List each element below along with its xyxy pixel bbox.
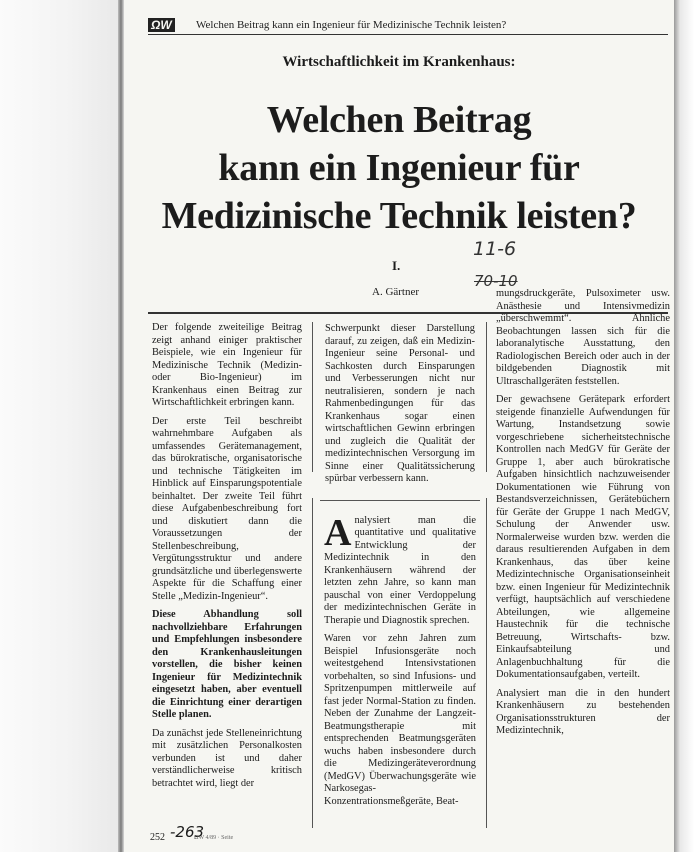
- body-paragraph-5: Analysiert man die in den hundert Krankenhäusern zu bestehenden Organisationsstrukturen der Medizintechnik,: [496, 687, 670, 736]
- article-column-2: [324, 322, 476, 814]
- magazine-logo: ΩW: [148, 18, 175, 32]
- scan-margin-left: [0, 0, 118, 852]
- running-title: Welchen Beitrag kann ein Ingenieur für Medizinische Technik leisten?: [196, 19, 507, 31]
- drop-cap-letter: A: [324, 511, 352, 554]
- intro-paragraph-2: Der erste Teil beschreibt wahrnehmbare Aufgaben als umfassendes Gerätemanagement, das bürokratische, organisatorische und technische Tätigkeiten im Hinblick auf Einsparungspotentiale beinhaltet. Der zweite Teil führt diese Aufgabenbeschreibung fort und diskutiert dann die Voraussetzungen der Stellenbeschreibung, Vergütungsstruktur und andere grundsätzliche und überlegenswerte Aspekte für die Schaffung einer Stelle „Medizin-Ingenieur“.: [152, 415, 302, 602]
- column-divider: [486, 498, 487, 828]
- title-line-3: Medizinische Technik leisten?: [161, 195, 637, 237]
- handwritten-note-1: 11-6: [473, 238, 517, 260]
- intro-paragraph-1: Der folgende zweiteilige Beitrag zeigt anhand einiger praktischer Beispiele, wie ein Ingenieur für Medizinische Technik (Medizin- oder Bio-Ingenieur) im Krankenhaus einen Beitrag zur Wirtschaftlichkeit erbringen kann.: [152, 322, 302, 408]
- scan-margin-right: [674, 0, 694, 852]
- body-paragraph-2: Waren vor zehn Jahren zum Beispiel Infusionsgeräte noch weitestgehend Intensivstationen vorbehalten, so sind Infusions- und Spritzenpumpen mittlerweile auf fast jeder Normal-Station zu finden. Neben der Zunahme der Langzeit-Beatmungstherapie mit entsprechenden Beatmungsgeräten wuchs haben insbesondere durch die Medizingeräteverordnung (MedGV) Überwachungsgeräte wie Narkosegas-Konzentrationsmeßgeräte, Beat-: [324, 633, 476, 807]
- article-part-number: I.: [392, 258, 401, 273]
- title-line-2: kann ein Ingenieur für: [218, 147, 580, 189]
- magazine-page: [124, 0, 674, 852]
- intro-paragraph-4: Da zunächst jede Stelleneinrichtung mit zusätzlichen Personalkosten verbunden ist und daher verständlicherweise kritisch betrachtet wird, liegt der: [152, 727, 302, 789]
- footer-small-print: ΩW 4/89 · Seite: [194, 835, 234, 841]
- column-divider: [486, 322, 487, 472]
- handwritten-page-note: -263: [170, 823, 205, 841]
- article-column-1: [152, 322, 302, 796]
- body-paragraph-3: mungsdruckgeräte, Pulsoximeter usw. Anästhesie und Intensivmedizin „überschwemmt“. Ähnliche Beobachtungen lassen sich für die laboranalytische Ausstattung, den Radiologischen Bereich oder auch in der bildgebenden Diagnostik mit Ultraschallgeräten feststellen.: [496, 288, 670, 387]
- article-author: A. Gärtner: [372, 286, 420, 298]
- article-title: [124, 96, 674, 240]
- running-header: [148, 18, 668, 35]
- body-paragraph-4: Der gewachsene Gerätepark erfordert steigende finanzielle Aufwendungen für Wartung, Instandsetzung sowie vorgeschriebene sicherheitstechnische Kontrollen nach MedGV für Geräte der Gruppe 1, aber auch bürokratische Aufgaben hinsichtlich nachzuweisender Dokumentationen wie Führung von Bestandsverzeichnissen, Gerätebüchern für Geräte der Gruppe 1 nach MedGV, Schulung der Anwender usw. Normalerweise wurden bzw. werden die daraus resultierenden Aufgaben in dem Krankenhaus, das über keine Medizintechnische Organisationseinheit bzw. einen Ingenieur für Medizintechnik verfügt, hauptsächlich auf verschiedene Abteilungen, wie allgemeine Haustechnik für die technische Betreuung, Wirtschafts- bzw. Einkaufsabteilung und Anlagenbuchhaltung für die Dokumentationsaufgaben, verteilt.: [496, 394, 670, 680]
- title-line-1: Welchen Beitrag: [266, 99, 532, 141]
- intro-paragraph-bold: Diese Abhandlung soll nachvollziehbare Erfahrungen und Empfehlungen insbesondere den Krankenhausleitungen vorstellen, die bisher keinen Ingenieur für Medizintechnik eingesetzt haben, aber eventuell die Einrichtung einer derartigen Stelle planen.: [152, 609, 302, 720]
- intro-paragraph-continued: Schwerpunkt dieser Darstellung darauf, zu zeigen, daß ein Medizin-Ingenieur seine Personal- und Sachkosten durch Einsparungen und Verbesserungen nicht nur neutralisieren, sondern je nach Rahmenbedingungen für das Krankenhaus sogar einen wirtschaftlichen Gewinn erbringen und zugleich die Qualität der medizintechnischen Versorgung im Sinne einer Qualitätssicherung spürbar verbessern kann.: [325, 323, 475, 484]
- body-paragraph-dropcap: [324, 511, 476, 628]
- page-number: 252: [150, 832, 165, 843]
- column-divider: [312, 498, 313, 828]
- body-paragraph-1-text: nalysiert man die quantitative und qualitative Entwicklung der Medizintechnik in den Krankenhäusern während der letzten zehn Jahre, so kann man pauschal von einer Verdoppelung der medizintechnischen Geräte in Therapie und Diagnostik sprechen.: [324, 514, 476, 626]
- column-divider: [312, 322, 313, 472]
- article-column-3: [496, 288, 670, 744]
- article-kicker: Wirtschaftlichkeit im Krankenhaus:: [282, 54, 516, 70]
- handwritten-note-2: 70-10: [474, 272, 518, 290]
